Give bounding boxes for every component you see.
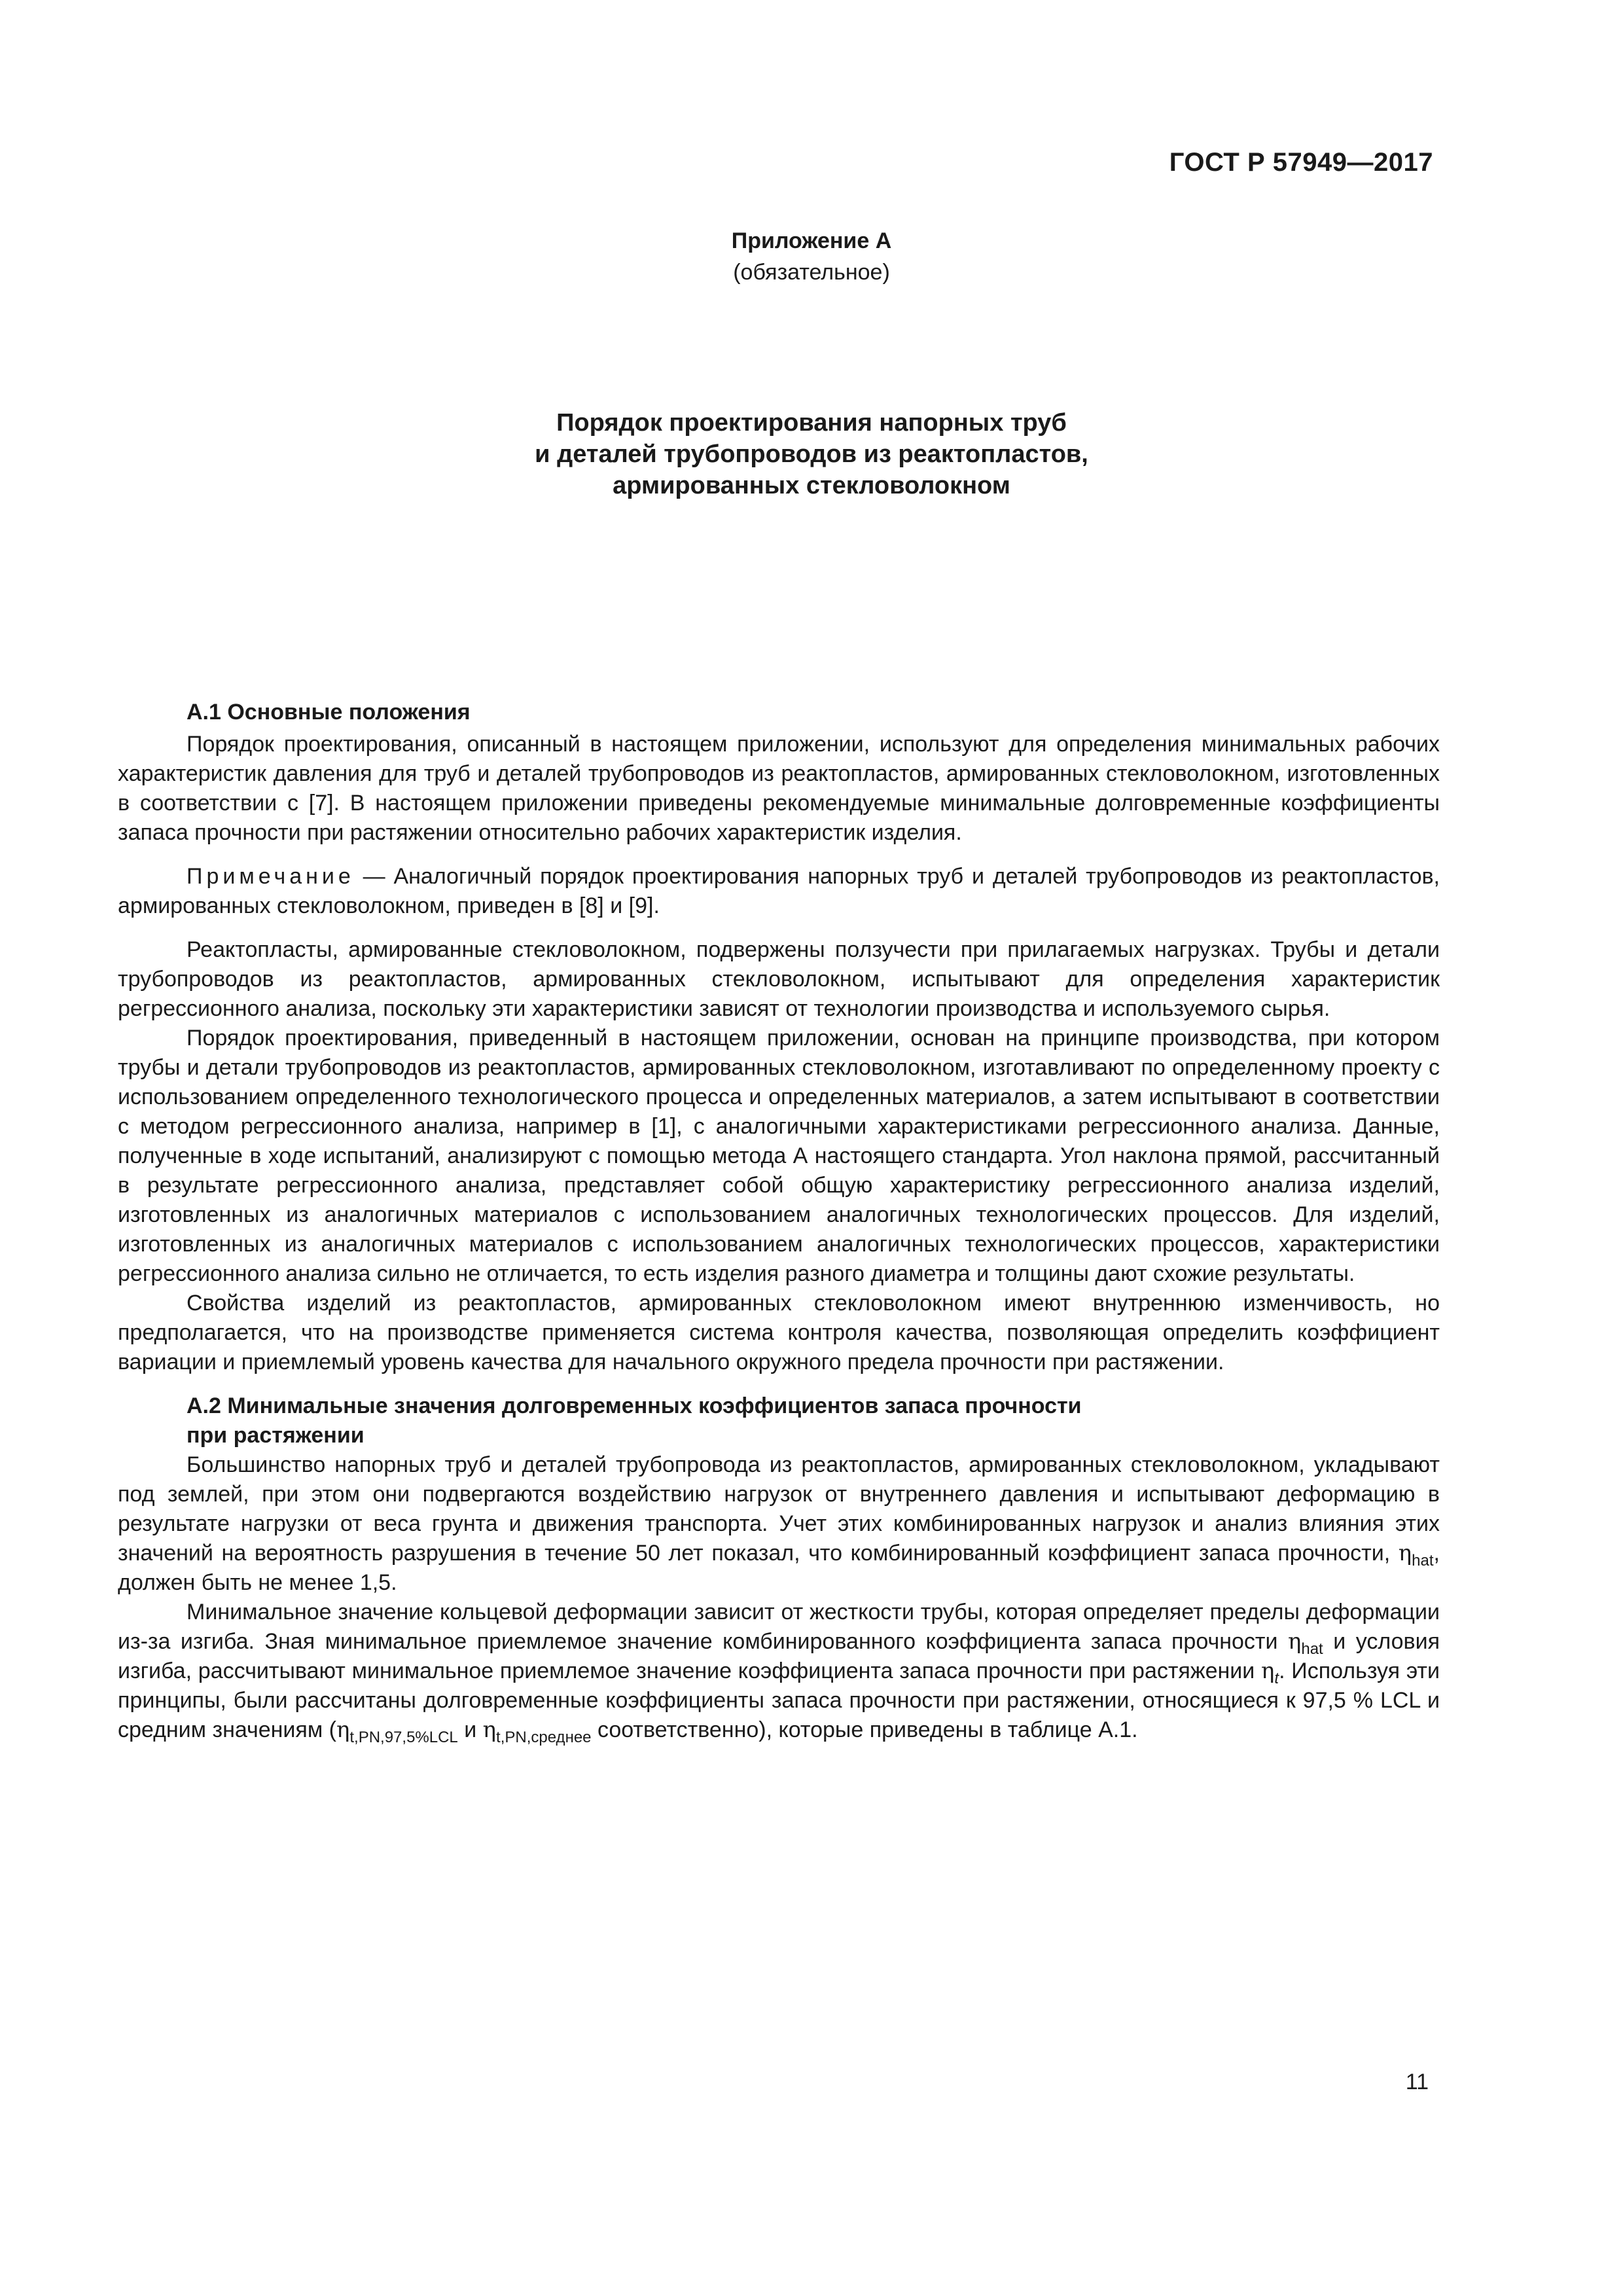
main-title	[0, 407, 1623, 501]
section-a1-paragraph-3: Порядок проектирования, приведенный в настоящем приложении, основан на принципе производства, при котором трубы и детали трубопроводов из реактопластов, армированных стекловолокном, изготавливают по определенному проекту с использованием определенного технологического процесса и определенных материалов, а затем испытывают в соответствии с методом регрессионного анализа, например в [1], с аналогичными характеристиками регрессионного анализа. Данные, полученные в ходе испытаний, анализируют с помощью метода А настоящего стандарта. Угол наклона прямой, рассчитанный в результате регрессионного анализа, представляет собой общую характеристику регрессионного анализа изделий, изготовленных из аналогичных материалов с использованием аналогичных технологических процессов. Для изделий, изготовленных из аналогичных материалов с использованием аналогичных технологических процессов, характеристики регрессионного анализа сильно не отличается, то есть изделия разного диаметра и толщины дают схожие результаты.	[118, 1026, 1440, 1286]
note-paragraph	[118, 862, 1440, 921]
annex-header	[0, 225, 1623, 288]
text-run: и	[457, 1717, 483, 1742]
subscript: hat	[1301, 1640, 1323, 1658]
eta-symbol: η	[1398, 1540, 1412, 1566]
text-run: . Используя эти принципы, были рассчитаны долговременные коэффициенты запаса прочности при растяжении, относящиеся к 97,5 % LCL и средним значениям (	[118, 1659, 1440, 1742]
page-number: 11	[1405, 2070, 1429, 2094]
document-code: ГОСТ Р 57949—2017	[1169, 148, 1433, 177]
section-a1-heading: А.1 Основные положения	[187, 700, 471, 725]
main-title-line-3: армированных стекловолокном	[613, 472, 1010, 499]
main-title-line-2: и деталей трубопроводов из реактопластов,	[535, 440, 1088, 468]
subscript: t	[1274, 1669, 1279, 1687]
section-a1-paragraph-1: Порядок проектирования, описанный в настоящем приложении, используют для определения минимальных рабочих характеристик давления для труб и деталей трубопроводов из реактопластов, армированных стекловолокном, изготовленных в соответствии с [7]. В настоящем приложении приведены рекомендуемые минимальные долговременные коэффициенты запаса прочности при растяжении относительно рабочих характеристик изделия.	[118, 732, 1440, 845]
section-a2-heading-line-2: при растяжении	[187, 1423, 365, 1448]
text-run: Большинство напорных труб и деталей трубопровода из реактопластов, армированных стекловолокном, укладывают под землей, при этом они подвергаются воздействию нагрузок от внутреннего давления и испытывают деформацию в результате нагрузки от веса грунта и движения транспорта. Учет этих комбинированных нагрузок и анализ влияния этих значений на вероятность разрушения в течение 50 лет показал, что комбинированный коэффициент запаса прочности,	[118, 1452, 1440, 1566]
section-a2-heading-line-1: А.2 Минимальные значения долговременных коэффициентов запаса прочности	[187, 1393, 1082, 1418]
text-run: и условия изгиба, рассчитывают минимальное приемлемое значение коэффициента запаса прочности при растяжении	[118, 1629, 1440, 1683]
document-body	[118, 698, 1440, 1745]
eta-symbol: η	[1287, 1628, 1302, 1655]
note-label: Примечание	[187, 864, 355, 889]
text-run: соответственно), которые приведены в таблице А.1.	[591, 1717, 1138, 1742]
section-a1-paragraph-4: Свойства изделий из реактопластов, армированных стекловолокном имеют внутреннюю изменчивость, но предполагается, что на производстве применяется система контроля качества, позволяющая определить коэффициент вариации и приемлемый уровень качества для начального окружного предела прочности при растяжении.	[118, 1291, 1440, 1374]
annex-status: (обязательное)	[733, 260, 890, 285]
eta-symbol: η	[1261, 1658, 1275, 1684]
text-run: Минимальное значение кольцевой деформации зависит от жесткости трубы, которая определяет пределы деформации из-за изгиба. Зная минимальное приемлемое значение комбинированного коэффициента запаса прочности	[118, 1600, 1440, 1654]
eta-symbol: η	[336, 1717, 350, 1743]
subscript: hat	[1412, 1551, 1434, 1570]
main-title-line-1: Порядок проектирования напорных труб	[556, 409, 1067, 437]
section-a1-paragraph-2: Реактопласты, армированные стекловолокном, подвержены ползучести при прилагаемых нагрузках. Трубы и детали трубопроводов из реактопластов, армированных стекловолокном, испытывают для определения характеристик регрессионного анализа, поскольку эти характеристики зависят от технологии производства и используемого сырья.	[118, 937, 1440, 1021]
section-a2-paragraph-2	[118, 1598, 1440, 1745]
note-text: — Аналогичный порядок проектирования напорных труб и деталей трубопроводов из реактопластов, армированных стекловолокном, приведен в [8] и [9].	[118, 864, 1440, 918]
subscript: t,PN,97,5%LCL	[349, 1728, 458, 1746]
section-a2-paragraph-1	[118, 1450, 1440, 1598]
annex-title: Приложение А	[731, 228, 892, 253]
eta-symbol: η	[482, 1717, 497, 1743]
section-a2-heading	[118, 1391, 1440, 1450]
subscript: t,PN,среднее	[496, 1728, 592, 1746]
text-run: , должен быть не менее 1,5.	[118, 1541, 1440, 1595]
